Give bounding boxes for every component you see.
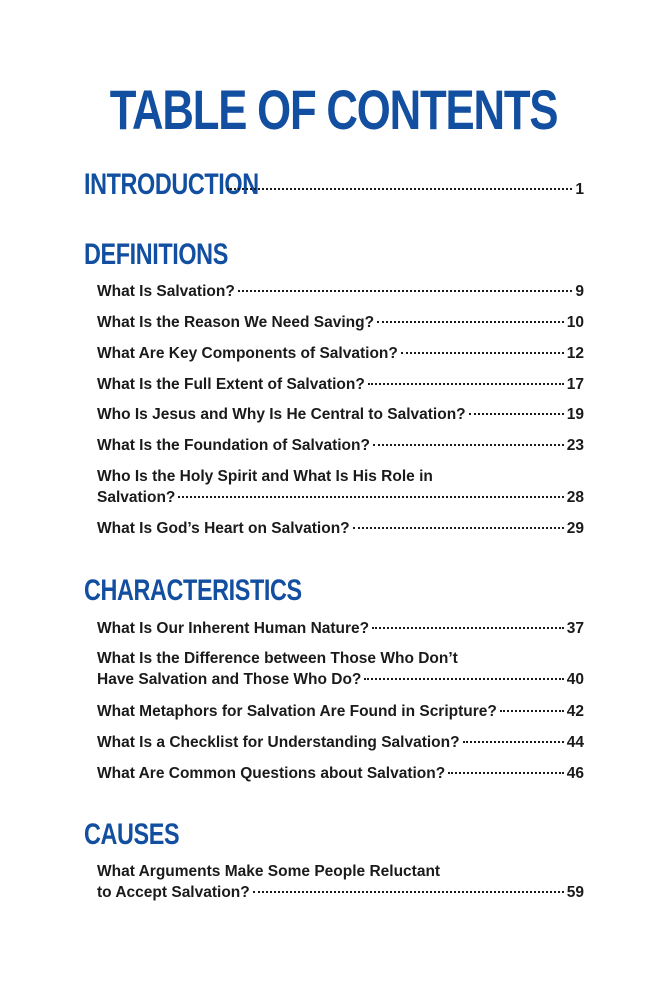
entry-title-line2: Have Salvation and Those Who Do? bbox=[97, 671, 362, 688]
entry-title: What Are Common Questions about Salvation? bbox=[97, 765, 446, 782]
page-number: 12 bbox=[566, 345, 584, 362]
entry-title-line2: to Accept Salvation? bbox=[97, 884, 250, 901]
toc-entry[interactable] bbox=[97, 374, 584, 395]
toc-entry[interactable] bbox=[97, 404, 584, 425]
page-number: 40 bbox=[566, 671, 584, 688]
entry-title-line1: Who Is the Holy Spirit and What Is His Role in bbox=[97, 468, 433, 485]
page-number: 19 bbox=[566, 406, 584, 423]
page-number: 29 bbox=[566, 520, 584, 537]
section-heading-characteristics bbox=[84, 574, 363, 608]
entry-title-line2: Salvation? bbox=[97, 489, 176, 506]
section-heading-causes bbox=[84, 818, 206, 852]
page-number: 1 bbox=[575, 181, 584, 198]
dot-leader bbox=[373, 444, 564, 446]
entry-title-line1: What Arguments Make Some People Reluctant bbox=[97, 863, 441, 880]
page-number: 46 bbox=[566, 765, 584, 782]
dot-leader bbox=[253, 891, 564, 893]
section-heading-text: DEFINITIONS bbox=[84, 238, 228, 271]
toc-entry[interactable] bbox=[97, 763, 584, 784]
entry-title: What Is the Foundation of Salvation? bbox=[97, 437, 370, 454]
entry-title: What Is a Checklist for Understanding Salvation? bbox=[97, 734, 460, 751]
toc-entry[interactable] bbox=[97, 312, 584, 333]
section-heading-definitions bbox=[84, 238, 269, 272]
entry-title-line1: What Is the Difference between Those Who Don’t bbox=[97, 650, 458, 667]
toc-entry-introduction[interactable] bbox=[84, 168, 584, 202]
dot-leader bbox=[463, 741, 564, 743]
entry-title: Who Is Jesus and Why Is He Central to Salvation? bbox=[97, 406, 466, 423]
toc-entry[interactable] bbox=[97, 281, 584, 302]
dot-leader bbox=[238, 290, 573, 292]
dot-leader bbox=[448, 772, 564, 774]
entry-title: What Is God’s Heart on Salvation? bbox=[97, 520, 350, 537]
dot-leader bbox=[364, 678, 563, 680]
entry-title: What Is the Full Extent of Salvation? bbox=[97, 376, 365, 393]
page-number: 42 bbox=[566, 703, 584, 720]
dot-leader bbox=[500, 710, 564, 712]
toc-entry[interactable] bbox=[97, 701, 584, 722]
entry-title: What Is Our Inherent Human Nature? bbox=[97, 620, 370, 637]
entry-title: What Are Key Components of Salvation? bbox=[97, 345, 398, 362]
page-number: 10 bbox=[566, 314, 584, 331]
page-number: 59 bbox=[566, 884, 584, 901]
dot-leader bbox=[372, 627, 564, 629]
toc-entry[interactable] bbox=[97, 466, 584, 508]
dot-leader bbox=[227, 188, 572, 190]
entry-title: What Is the Reason We Need Saving? bbox=[97, 314, 375, 331]
dot-leader bbox=[353, 527, 564, 529]
dot-leader bbox=[377, 321, 564, 323]
dot-leader bbox=[469, 413, 564, 415]
toc-entry[interactable] bbox=[97, 518, 584, 539]
page-number: 28 bbox=[566, 489, 584, 506]
section-heading-text: CHARACTERISTICS bbox=[84, 574, 302, 607]
entry-title: What Is Salvation? bbox=[97, 283, 235, 300]
page-title: TABLE OF CONTENTS bbox=[109, 78, 558, 141]
toc-entry[interactable] bbox=[97, 618, 584, 639]
page-number: 23 bbox=[566, 437, 584, 454]
section-heading-text: CAUSES bbox=[84, 818, 180, 851]
toc-entry[interactable] bbox=[97, 732, 584, 753]
dot-leader bbox=[178, 496, 563, 498]
page-number: 37 bbox=[566, 620, 584, 637]
introduction-heading: INTRODUCTION bbox=[84, 168, 259, 201]
page-number: 17 bbox=[566, 376, 584, 393]
dot-leader bbox=[368, 383, 564, 385]
toc-entry[interactable] bbox=[97, 648, 584, 690]
toc-entry[interactable] bbox=[97, 343, 584, 364]
dot-leader bbox=[401, 352, 564, 354]
page-number: 44 bbox=[566, 734, 584, 751]
toc-entry[interactable] bbox=[97, 435, 584, 456]
page-number: 9 bbox=[575, 283, 584, 300]
toc-entry[interactable] bbox=[97, 861, 584, 903]
entry-title: What Metaphors for Salvation Are Found in Scripture? bbox=[97, 703, 497, 720]
